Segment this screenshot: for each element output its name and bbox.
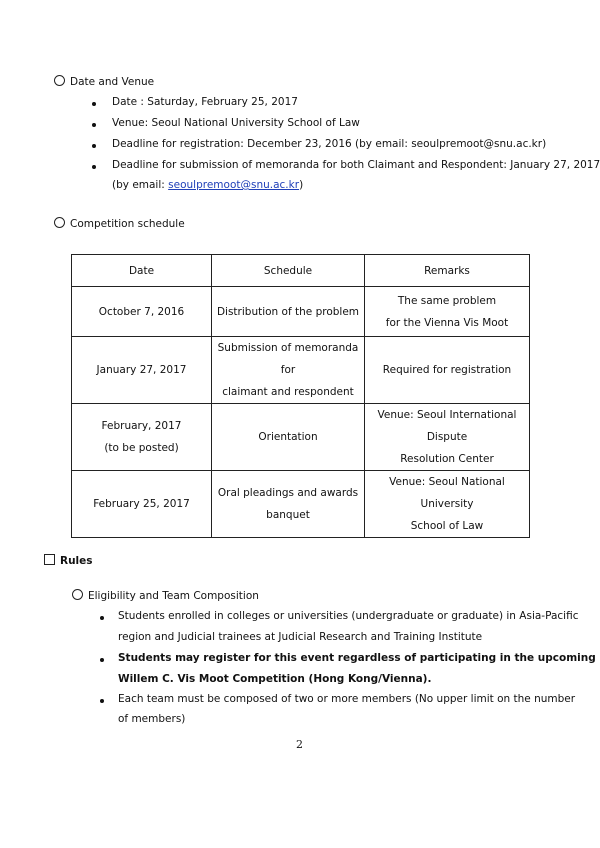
bullet-icon xyxy=(100,658,104,662)
cell-schedule: Oral pleadings and awards banquet xyxy=(212,471,365,538)
table-row xyxy=(72,337,530,404)
table-row xyxy=(72,287,530,337)
schedule-heading: Competition schedule xyxy=(54,217,185,230)
cell-schedule: Orientation xyxy=(212,404,365,471)
cell-remarks: Required for registration xyxy=(365,337,530,404)
email-link[interactable]: seoulpremoot@snu.ac.kr xyxy=(168,179,300,191)
schedule-table xyxy=(71,254,530,538)
circle-bullet-icon xyxy=(72,589,83,600)
cell-date: February, 2017 (to be posted) xyxy=(72,404,212,471)
registration-deadline-item: Deadline for registration: December 23, 2016 (by email: seoulpremoot@snu.ac.kr) xyxy=(112,138,547,150)
bullet-icon xyxy=(92,144,96,148)
eligibility-item-1-line-1: Students enrolled in colleges or universities (undergraduate or graduate) in Asia-Pacific xyxy=(118,610,579,622)
header-schedule: Schedule xyxy=(212,255,365,287)
header-date: Date xyxy=(72,255,212,287)
eligibility-item-2-line-1: Students may register for this event regardless of participating in the upcoming xyxy=(118,652,596,664)
page-number: 2 xyxy=(296,738,303,751)
cell-remarks: The same problem for the Vienna Vis Moot xyxy=(365,287,530,337)
bullet-icon xyxy=(92,123,96,127)
header-remarks: Remarks xyxy=(365,255,530,287)
bullet-icon xyxy=(100,616,104,620)
cell-remarks: Venue: Seoul International Dispute Resolution Center xyxy=(365,404,530,471)
square-bullet-icon xyxy=(44,554,55,565)
bullet-icon xyxy=(100,699,104,703)
bullet-icon xyxy=(92,102,96,106)
memoranda-email-line: (by email: seoulpremoot@snu.ac.kr) xyxy=(112,179,304,191)
memoranda-deadline-item: Deadline for submission of memoranda for both Claimant and Respondent: January 27, 2017 xyxy=(112,159,600,171)
cell-date: January 27, 2017 xyxy=(72,337,212,404)
eligibility-item-2-line-2: Willem C. Vis Moot Competition (Hong Kong/Vienna). xyxy=(118,673,432,685)
cell-date: February 25, 2017 xyxy=(72,471,212,538)
cell-remarks: Venue: Seoul National University School of Law xyxy=(365,471,530,538)
table-row xyxy=(72,471,530,538)
rules-heading: Rules xyxy=(44,554,93,567)
circle-bullet-icon xyxy=(54,75,65,86)
eligibility-item-3-line-2: of members) xyxy=(118,713,186,725)
bullet-icon xyxy=(92,165,96,169)
date-venue-heading: Date and Venue xyxy=(54,75,154,88)
table-header-row xyxy=(72,255,530,287)
table-row xyxy=(72,404,530,471)
cell-schedule: Submission of memoranda for claimant and respondent xyxy=(212,337,365,404)
date-item: Date : Saturday, February 25, 2017 xyxy=(112,96,298,108)
venue-item: Venue: Seoul National University School of Law xyxy=(112,117,360,129)
eligibility-item-1-line-2: region and Judicial trainees at Judicial Research and Training Institute xyxy=(118,631,483,643)
eligibility-heading: Eligibility and Team Composition xyxy=(72,589,259,602)
eligibility-item-3-line-1: Each team must be composed of two or more members (No upper limit on the number xyxy=(118,693,576,705)
cell-date: October 7, 2016 xyxy=(72,287,212,337)
circle-bullet-icon xyxy=(54,217,65,228)
cell-schedule: Distribution of the problem xyxy=(212,287,365,337)
